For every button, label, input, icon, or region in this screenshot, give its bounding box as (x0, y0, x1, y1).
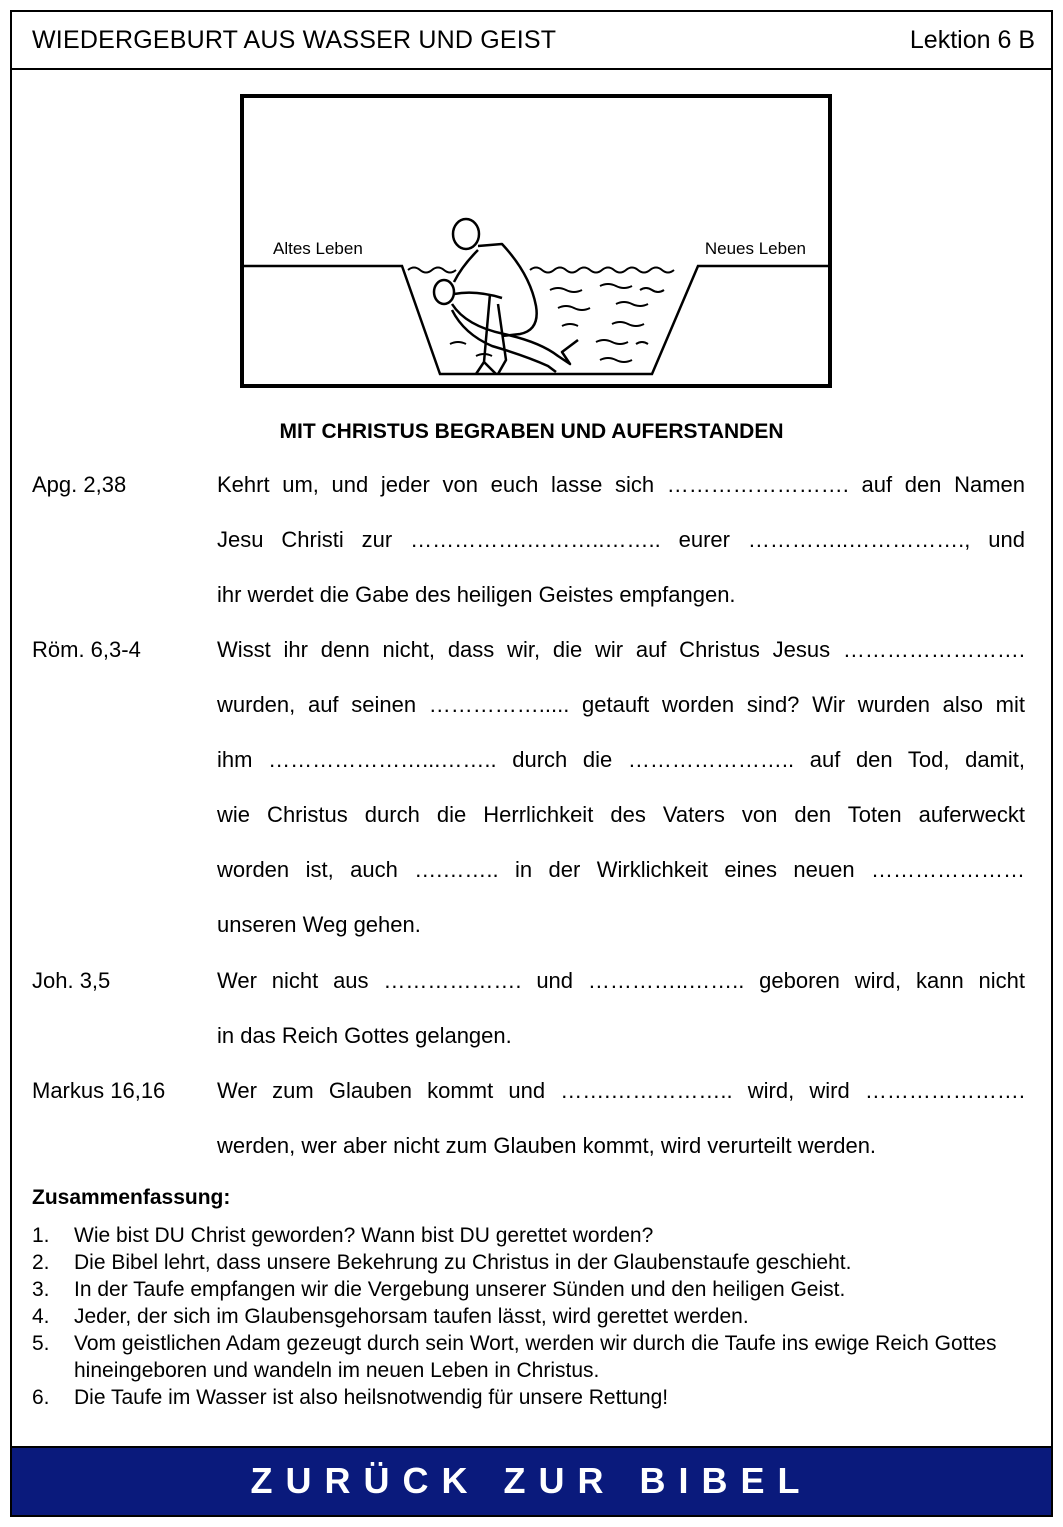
list-item (32, 1330, 1032, 1384)
summary-list (32, 1222, 1032, 1411)
item-text: Vom geistlichen Adam gezeugt durch sein Wort, werden wir durch die Taufe ins ewige Reich Gottes hineingeboren und wandeln im neuen Leben in Christus. (74, 1332, 997, 1382)
footer-text: ZURÜCK ZUR BIBEL (250, 1460, 813, 1501)
page-frame (10, 10, 1053, 1517)
verse-reference: Apg. 2,38 (32, 472, 127, 497)
lesson-label: Lektion 6 B (909, 26, 1035, 54)
verse-line: worden ist, auch ….…….. in der Wirklichkeit eines neuen ………………… (217, 857, 1025, 882)
verse-line: Wer nicht aus ………………. und …………..…….. geboren wird, kann nicht (217, 968, 1025, 993)
item-number: 6. (32, 1386, 50, 1409)
item-text: Die Taufe im Wasser ist also heilsnotwendig für unsere Rettung! (74, 1386, 669, 1409)
list-item (32, 1384, 1032, 1411)
list-item (32, 1222, 1032, 1249)
verse-line: Jesu Christi zur …………….………..…….. eurer …………..……………., und (217, 527, 1025, 552)
item-text: Die Bibel lehrt, dass unsere Bekehrung zu Christus in der Glaubenstaufe geschieht. (74, 1251, 852, 1274)
verse-reference: Röm. 6,3-4 (32, 637, 141, 662)
item-text: In der Taufe empfangen wir die Vergebung unserer Sünden und den heiligen Geist. (74, 1278, 846, 1301)
item-text: Jeder, der sich im Glaubensgehorsam taufen lässt, wird gerettet werden. (74, 1305, 749, 1328)
footer-banner (12, 1446, 1051, 1515)
baptism-illustration (240, 94, 832, 390)
item-number: 4. (32, 1305, 50, 1328)
verse-reference: Markus 16,16 (32, 1078, 166, 1103)
verse-line: wurden, auf seinen ……………..... getauft worden sind? Wir wurden also mit (217, 692, 1025, 717)
header (12, 12, 1051, 70)
item-number: 3. (32, 1278, 50, 1301)
item-number: 2. (32, 1251, 50, 1274)
verse-line: unseren Weg gehen. (217, 912, 421, 937)
verse-line: Wer zum Glauben kommt und …….…………….. wird, wird …………………. (217, 1078, 1025, 1103)
item-text: Wie bist DU Christ geworden? Wann bist DU gerettet worden? (74, 1224, 654, 1247)
summary-title: Zusammenfassung: (32, 1186, 231, 1209)
list-item (32, 1249, 1032, 1276)
section-subtitle: MIT CHRISTUS BEGRABEN UND AUFERSTANDEN (279, 420, 784, 443)
verse-line: Kehrt um, und jeder von euch lasse sich ……………………. auf den Namen (217, 472, 1025, 497)
verse-line: Wisst ihr denn nicht, dass wir, die wir auf Christus Jesus ……………………. (217, 637, 1025, 662)
list-item (32, 1276, 1032, 1303)
item-number: 1. (32, 1224, 50, 1247)
verse-line: in das Reich Gottes gelangen. (217, 1023, 512, 1048)
verse-line: wie Christus durch die Herrlichkeit des Vaters von den Toten auferweckt (217, 802, 1025, 827)
item-number: 5. (32, 1332, 50, 1355)
verse-line: ihr werdet die Gabe des heiligen Geistes empfangen. (217, 582, 736, 607)
verse-line: werden, wer aber nicht zum Glauben kommt, wird verurteilt werden. (217, 1133, 877, 1158)
verse-reference: Joh. 3,5 (32, 968, 111, 993)
new-life-label: Neues Leben (704, 239, 806, 258)
page-title: WIEDERGEBURT AUS WASSER UND GEIST (32, 26, 557, 54)
verse-line: ihm …………………...…….. durch die ………………….. auf den Tod, damit, (217, 747, 1025, 772)
old-life-label: Altes Leben (273, 239, 363, 258)
list-item (32, 1303, 1032, 1330)
